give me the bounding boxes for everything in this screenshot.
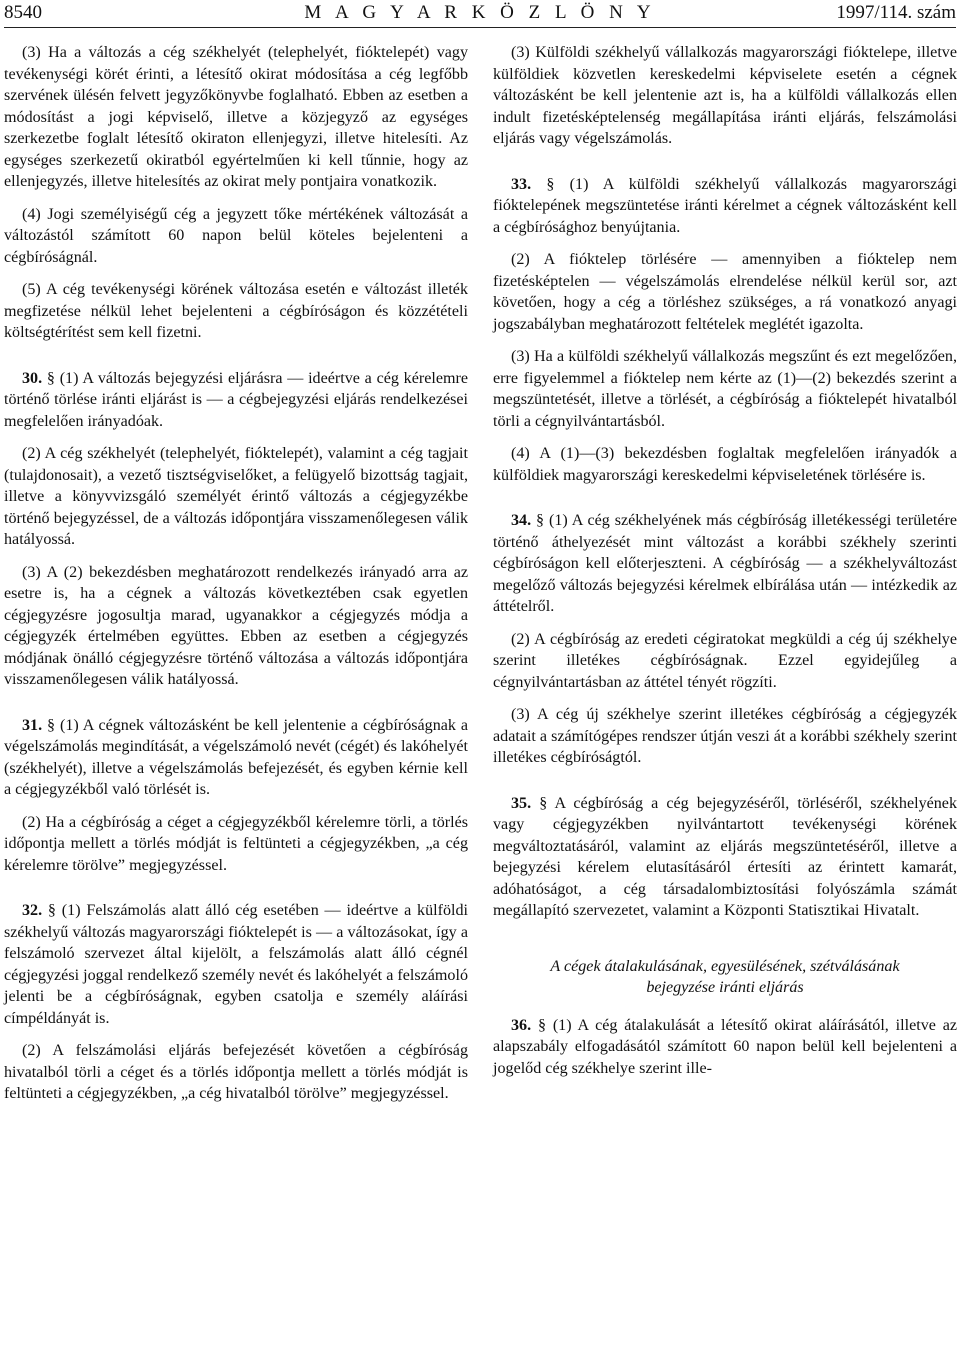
paragraph-text: (2) A cégbíróság az eredeti cégiratokat megküldi a cég új székhelye szerint illetékes cégbíróságnak. Ezzel egyidejűleg a cégnyilvántartásban az áttétel tényét rögzíti.: [493, 630, 957, 691]
paragraph: [493, 629, 957, 694]
paragraph: [4, 279, 468, 344]
section-paragraph: [493, 510, 957, 618]
section-paragraph: [493, 1015, 957, 1080]
paragraph: [4, 42, 468, 193]
paragraph: [493, 42, 957, 150]
paragraph-text: (4) A (1)—(3) bekezdésben foglaltak megfelelően irányadók a külföldiek magyarországi kereskedelmi képviseletének törlésére is.: [493, 445, 957, 484]
paragraph: [4, 812, 468, 877]
paragraph: [493, 346, 957, 432]
page-header: [4, 2, 956, 28]
paragraph-text: § (1) A cégnek változásként be kell jelentenie a cégbíróságnak a végelszámolás megindítását, a végelszámoló nevét (cégét) és lakóhelyét (székhelyét), illetve a végelszámolás befejezését, és egyben kérnie kell a cégjegyzékből való törlését is.: [4, 716, 468, 798]
section-paragraph: [493, 793, 957, 922]
paragraph-text: § (1) A cég székhelyének más cégbíróság illetékességi területére történő áthelyezését mint változást a korábbi székhely szerinti cégbíróságon kell előterjeszteni. A cégbíróság — a székhelyváltozást megelőző változás bejegyzési kérelmek elbírálása után — intézkedik az áttételről.: [493, 512, 957, 615]
paragraph-text: § (1) A cég átalakulását a létesítő okirat aláírásától, illetve az alapszabály elfogadásától számított 60 napon belül kell bejelenteni a jogelőd cég székhelye szerint ille-: [493, 1016, 957, 1077]
section-number: 35.: [511, 794, 532, 812]
section-paragraph: [4, 715, 468, 801]
paragraph: [4, 562, 468, 691]
section-heading: [493, 956, 957, 999]
right-column: [493, 42, 957, 1090]
section-paragraph: [4, 900, 468, 1029]
paragraph-text: (2) Ha a cégbíróság a céget a cégjegyzékből kérelemre törli, a törlés időpontja mellett a törlés módját is feltünteti a cégjegyzékben, „a cég kérelemre törölve” megjegyzéssel.: [4, 813, 468, 874]
paragraph-text: § (1) A változás bejegyzési eljárásra — ideértve a cég kérelemre történő törlése iránti eljárást is — a cégbejegyzési eljárás rendelkezései megfelelően irányadóak.: [4, 369, 468, 430]
section-paragraph: [493, 174, 957, 239]
section-number: 34.: [511, 512, 532, 529]
paragraph: [4, 1040, 468, 1105]
section-heading-line: A cégek átalakulásának, egyesülésének, szétválásának: [550, 957, 900, 975]
issue-number: 1997/114. szám: [836, 2, 956, 23]
paragraph-text: § (1) Felszámolás alatt álló cég esetében — ideértve a külföldi székhelyű változás magyarországi fióktelepét is — a változásokat, így a felszámoló szervezet által kijelölt, a felszámolás alatt álló cégnél cégjegyzési joggal rendelkező személy nevét és lakóhelyét a felszámoló jelenti be a cégbíróságnak, egyben csatolja e személy aláírási címpéldányát is.: [4, 902, 468, 1027]
paragraph-text: (4) Jogi személyiségű cég a jegyzett tőke mértékének változását a változástól számított 60 napon belül köteles bejelenteni a cégbíróságnál.: [4, 205, 468, 266]
section-number: 36.: [511, 1016, 532, 1034]
paragraph: [493, 704, 957, 769]
paragraph-text: (2) A fióktelep törlésére — amennyiben a fióktelep nem fizetésképtelen — végelszámolás elrendelése nélkül kerül sor, azt követően, hogy a cég a törléshez szükséges, a rá vonatkozó anyagi jogszabályban meghatározott feltételek meglétét igazolta.: [493, 251, 957, 333]
section-number: 33.: [511, 175, 532, 193]
paragraph-text: (3) Ha a változás a cég székhelyét (telephelyét, fióktelepét) vagy tevékenységi körét érinti, a létesítő okirat módosítása a cég legfőbb szervének ülésén felvett jegyzőkönyvbe foglalható. Ebben az esetben a módosítást a jogi képviselő, illetve a közjegyző az egységes szerkezetbe foglalt létesítő okiraton ellenjegyzi, illetve hitelesíti. Az egységes szerkezetű okiratból egyértelműen ki kell tűnnie, hogy az ellenjegyzés, illetve hitelesítés az okirat mely pontjaira vonatkozik.: [4, 44, 468, 190]
paragraph-text: (3) Ha a külföldi székhelyű vállalkozás megszűnt és ezt megelőzően, erre figyelemmel a fióktelep nem kérte az (1)—(2) bekezdés szerint a megszüntetését, illetve a törlését, a cégbíróság a fióktelepét hivatalból törli a cégnyilvántartásból.: [493, 348, 957, 430]
paragraph-text: (3) A cég új székhelye szerint illetékes cégbíróság a cégjegyzék adatait a számítógépes rendszer útján veszi át a korábbi székhely szerint illetékes cégbíróságtól.: [493, 706, 957, 766]
paragraph: [493, 443, 957, 486]
paragraph-text: (5) A cég tevékenységi körének változása esetén e változást illeték megfizetése nélkül lehet bejelenteni a cégbíróságon és közzétételi költségtérítést sem kell fizetni.: [4, 281, 468, 341]
paragraph: [4, 443, 468, 551]
left-column: [4, 42, 468, 1116]
header-rule: [4, 27, 956, 28]
paragraph-text: (3) A (2) bekezdésben meghatározott rendelkezés irányadó arra az esetre is, ha a cégnek a változás következtében csak egyetlen cégjegyzésre jogosultja marad, ugyanakkor a cégjegyzés módja a cégjegyzék értelmében együttes. Ebben az esetben a cégjegyzés módjának önálló cégjegyzésre történő változása a változás időpontjára visszamenőlegesen válik hatályossá.: [4, 563, 468, 688]
paragraph-text: § (1) A külföldi székhelyű vállalkozás magyarországi fióktelepének megszüntetése iránti kérelmet a cégnek változásként kell a cégbírósághoz benyújtania.: [493, 175, 957, 236]
paragraph-text: (2) A felszámolási eljárás befejezését követően a cégbíróság hivatalból törli a céget és a törlés időpontja mellett a törlés módját is feltünteti a cégjegyzékben, „a cég hivatalból törölve” megjegyzéssel.: [4, 1042, 468, 1102]
section-number: 32.: [22, 902, 43, 919]
publication-title: M A G Y A R K Ö Z L Ö N Y: [304, 2, 656, 23]
paragraph: [493, 249, 957, 335]
section-number: 30.: [22, 369, 43, 387]
section-number: 31.: [22, 716, 43, 734]
page-number: 8540: [4, 2, 42, 23]
section-paragraph: [4, 368, 468, 433]
paragraph-text: § A cégbíróság a cég bejegyzéséről, törléséről, székhelyének vagy cégjegyzékben nyilvántartott tevékenységi körének megváltoztatásáról, valamint az eljárás megszüntetéséről, illetve a bejegyzési kérelem elutasításáról értesíti az érintett kamarát, adóhatóságot, a cég társadalombiztosítási folyószámla számát megállapító szervezetet, valamint a Központi Statisztikai Hivatalt.: [493, 794, 957, 919]
section-heading-line: bejegyzése iránti eljárás: [646, 979, 804, 996]
paragraph-text: (3) Külföldi székhelyű vállalkozás magyarországi fióktelepe, illetve külföldiek közvetlen kereskedelmi képviselete esetén a cégnek változásként be kell jelentenie azt is, ha a külföldi vállalkozás ellen indult fizetésképtelenség megállapítása iránti eljárás, felszámolási eljárás vagy végelszámolás.: [493, 44, 957, 147]
paragraph-text: (2) A cég székhelyét (telephelyét, fióktelepét), valamint a cég tagjait (tulajdonosait), a vezető tisztségviselőket, a felügyelő bizottság tagjait, illetve a könyvvizsgáló személyét érintő változás a cégjegyzékbe történő bejegyzéssel, de a változás időpontjára visszamenőlegesen válik hatályossá.: [4, 445, 468, 548]
paragraph: [4, 204, 468, 269]
